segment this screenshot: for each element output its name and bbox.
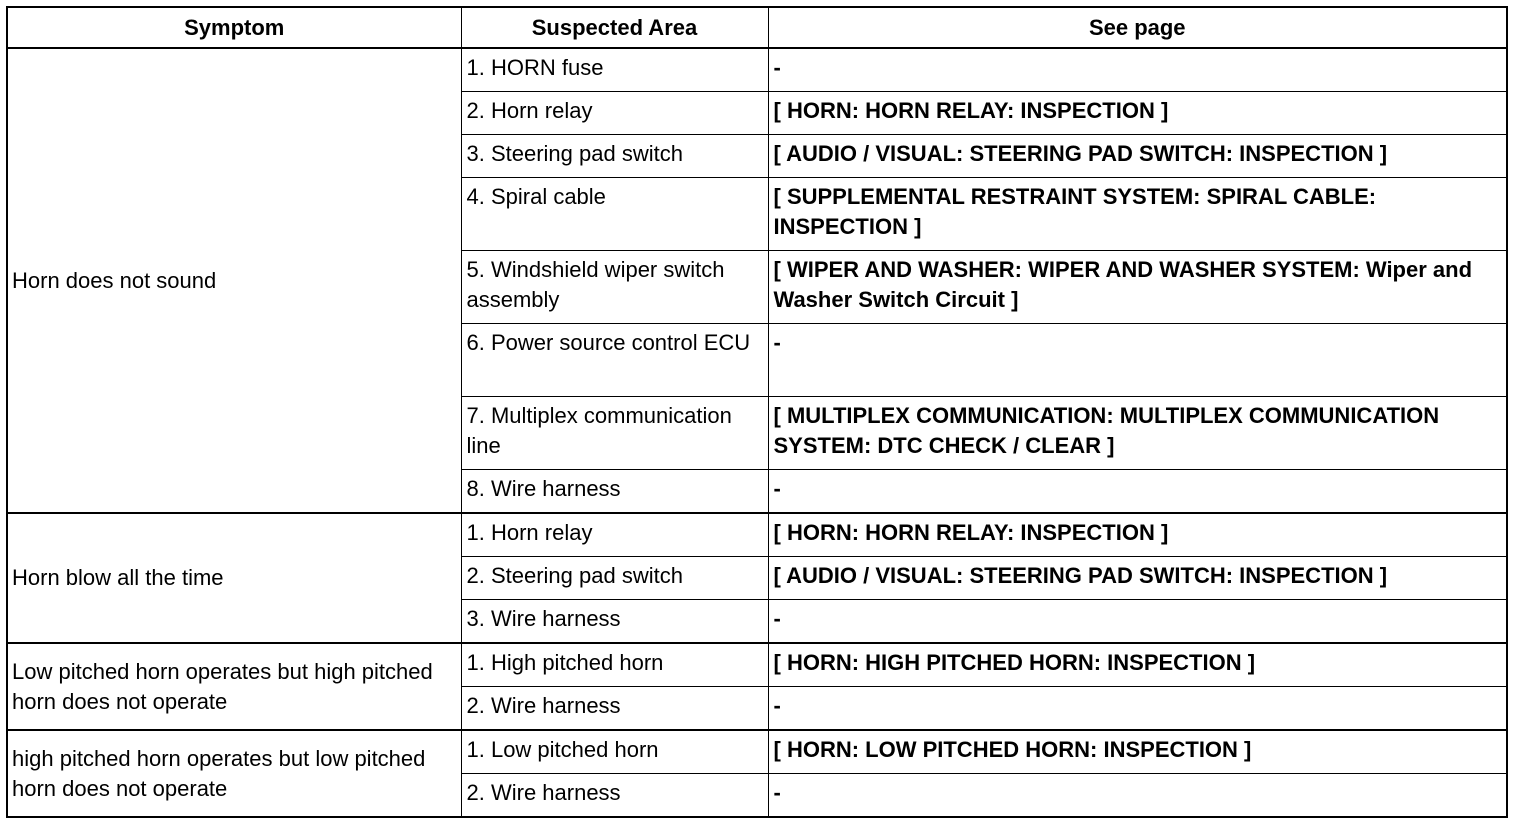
symptom-cell: high pitched horn operates but low pitched horn does not operate	[7, 730, 461, 817]
suspected-area-cell: 1. High pitched horn	[461, 643, 768, 687]
suspected-area-cell: 3. Steering pad switch	[461, 135, 768, 178]
symptom-cell: Horn does not sound	[7, 48, 461, 513]
see-page-cell: -	[768, 48, 1507, 92]
see-page-link[interactable]: [ AUDIO / VISUAL: STEERING PAD SWITCH: INSPECTION ]	[768, 557, 1507, 600]
suspected-area-cell: 1. Low pitched horn	[461, 730, 768, 774]
suspected-area-cell: 2. Steering pad switch	[461, 557, 768, 600]
header-see-page: See page	[768, 7, 1507, 48]
suspected-area-cell: 2. Wire harness	[461, 687, 768, 731]
suspected-area-cell: 4. Spiral cable	[461, 178, 768, 251]
see-page-link[interactable]: [ AUDIO / VISUAL: STEERING PAD SWITCH: INSPECTION ]	[768, 135, 1507, 178]
see-page-cell: -	[768, 470, 1507, 514]
table-row	[7, 643, 1507, 687]
see-page-cell: -	[768, 324, 1507, 397]
see-page-cell: -	[768, 600, 1507, 644]
suspected-area-cell: 1. HORN fuse	[461, 48, 768, 92]
see-page-link[interactable]: [ HORN: LOW PITCHED HORN: INSPECTION ]	[768, 730, 1507, 774]
suspected-area-cell: 8. Wire harness	[461, 470, 768, 514]
symptom-cell: Low pitched horn operates but high pitched horn does not operate	[7, 643, 461, 730]
suspected-area-cell: 2. Horn relay	[461, 92, 768, 135]
troubleshooting-table-container	[6, 6, 1508, 818]
header-row	[7, 7, 1507, 48]
suspected-area-cell: 6. Power source control ECU	[461, 324, 768, 397]
see-page-link[interactable]: [ SUPPLEMENTAL RESTRAINT SYSTEM: SPIRAL CABLE: INSPECTION ]	[768, 178, 1507, 251]
suspected-area-cell: 7. Multiplex communication line	[461, 397, 768, 470]
symptom-cell: Horn blow all the time	[7, 513, 461, 643]
table-row	[7, 48, 1507, 92]
suspected-area-cell: 1. Horn relay	[461, 513, 768, 557]
suspected-area-cell: 2. Wire harness	[461, 774, 768, 818]
see-page-cell: -	[768, 774, 1507, 818]
see-page-link[interactable]: [ HORN: HORN RELAY: INSPECTION ]	[768, 92, 1507, 135]
see-page-link[interactable]: [ HORN: HORN RELAY: INSPECTION ]	[768, 513, 1507, 557]
header-suspected-area: Suspected Area	[461, 7, 768, 48]
table-row	[7, 730, 1507, 774]
suspected-area-cell: 5. Windshield wiper switch assembly	[461, 251, 768, 324]
table-row	[7, 513, 1507, 557]
see-page-cell: -	[768, 687, 1507, 731]
suspected-area-cell: 3. Wire harness	[461, 600, 768, 644]
see-page-link[interactable]: [ MULTIPLEX COMMUNICATION: MULTIPLEX COMMUNICATION SYSTEM: DTC CHECK / CLEAR ]	[768, 397, 1507, 470]
see-page-link[interactable]: [ WIPER AND WASHER: WIPER AND WASHER SYSTEM: Wiper and Washer Switch Circuit ]	[768, 251, 1507, 324]
troubleshooting-table	[6, 6, 1508, 818]
header-symptom: Symptom	[7, 7, 461, 48]
see-page-link[interactable]: [ HORN: HIGH PITCHED HORN: INSPECTION ]	[768, 643, 1507, 687]
